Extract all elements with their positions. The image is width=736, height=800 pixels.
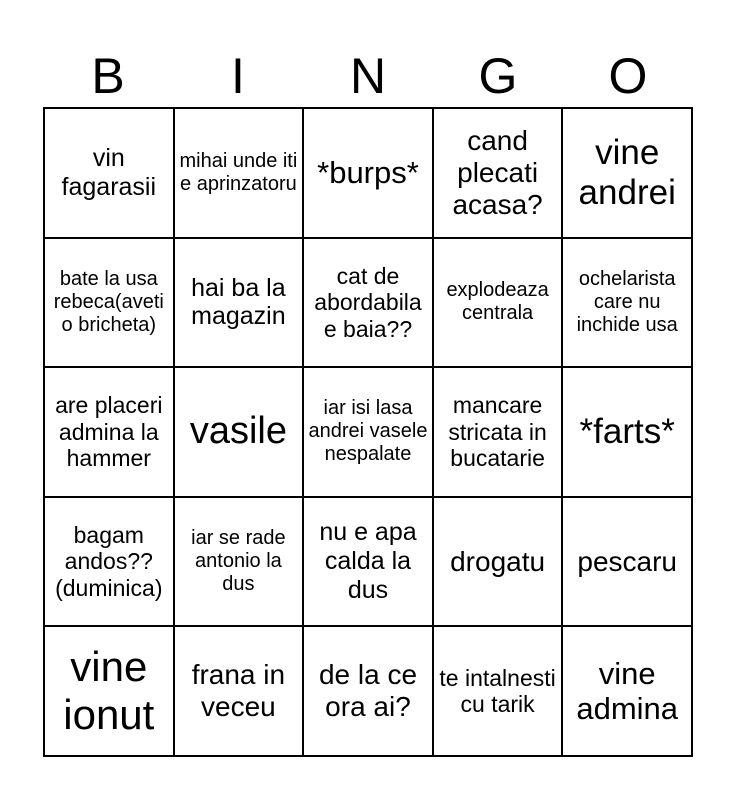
- bingo-cell[interactable]: cand plecati acasa?: [433, 108, 563, 238]
- bingo-cell[interactable]: cat de abordabila e baia??: [303, 238, 433, 368]
- bingo-cell[interactable]: vin fagarasii: [44, 108, 174, 238]
- bingo-cell[interactable]: are placeri admina la hammer: [44, 367, 174, 497]
- header-letter-n: N: [349, 48, 387, 104]
- bingo-cell[interactable]: iar isi lasa andrei vasele nespalate: [303, 367, 433, 497]
- header-letter-i: I: [231, 48, 245, 104]
- bingo-cell[interactable]: mihai unde iti e aprinzatoru: [174, 108, 304, 238]
- bingo-cell[interactable]: vine andrei: [562, 108, 692, 238]
- bingo-cell[interactable]: frana in veceu: [174, 626, 304, 756]
- bingo-cell[interactable]: pescaru: [562, 497, 692, 627]
- bingo-cell[interactable]: iar se rade antonio la dus: [174, 497, 304, 627]
- bingo-cell[interactable]: vine ionut: [44, 626, 174, 756]
- bingo-cell[interactable]: bate la usa rebeca(aveti o bricheta): [44, 238, 174, 368]
- header-letter-b: B: [91, 48, 125, 104]
- bingo-cell[interactable]: vasile: [174, 367, 304, 497]
- bingo-cell[interactable]: *burps*: [303, 108, 433, 238]
- bingo-cell[interactable]: hai ba la magazin: [174, 238, 304, 368]
- bingo-board: [43, 107, 693, 757]
- bingo-cell[interactable]: bagam andos?? (duminica): [44, 497, 174, 627]
- bingo-cell[interactable]: drogatu: [433, 497, 563, 627]
- header-letter-o: O: [608, 48, 648, 104]
- bingo-cell[interactable]: de la ce ora ai?: [303, 626, 433, 756]
- bingo-cell[interactable]: te intalnesti cu tarik: [433, 626, 563, 756]
- bingo-cell[interactable]: *farts*: [562, 367, 692, 497]
- bingo-cell[interactable]: explodeaza centrala: [433, 238, 563, 368]
- bingo-header: [43, 44, 693, 108]
- bingo-cell[interactable]: mancare stricata in bucatarie: [433, 367, 563, 497]
- header-letter-g: G: [478, 48, 518, 104]
- bingo-cell[interactable]: vine admina: [562, 626, 692, 756]
- bingo-cell[interactable]: ochelarista care nu inchide usa: [562, 238, 692, 368]
- bingo-cell[interactable]: nu e apa calda la dus: [303, 497, 433, 627]
